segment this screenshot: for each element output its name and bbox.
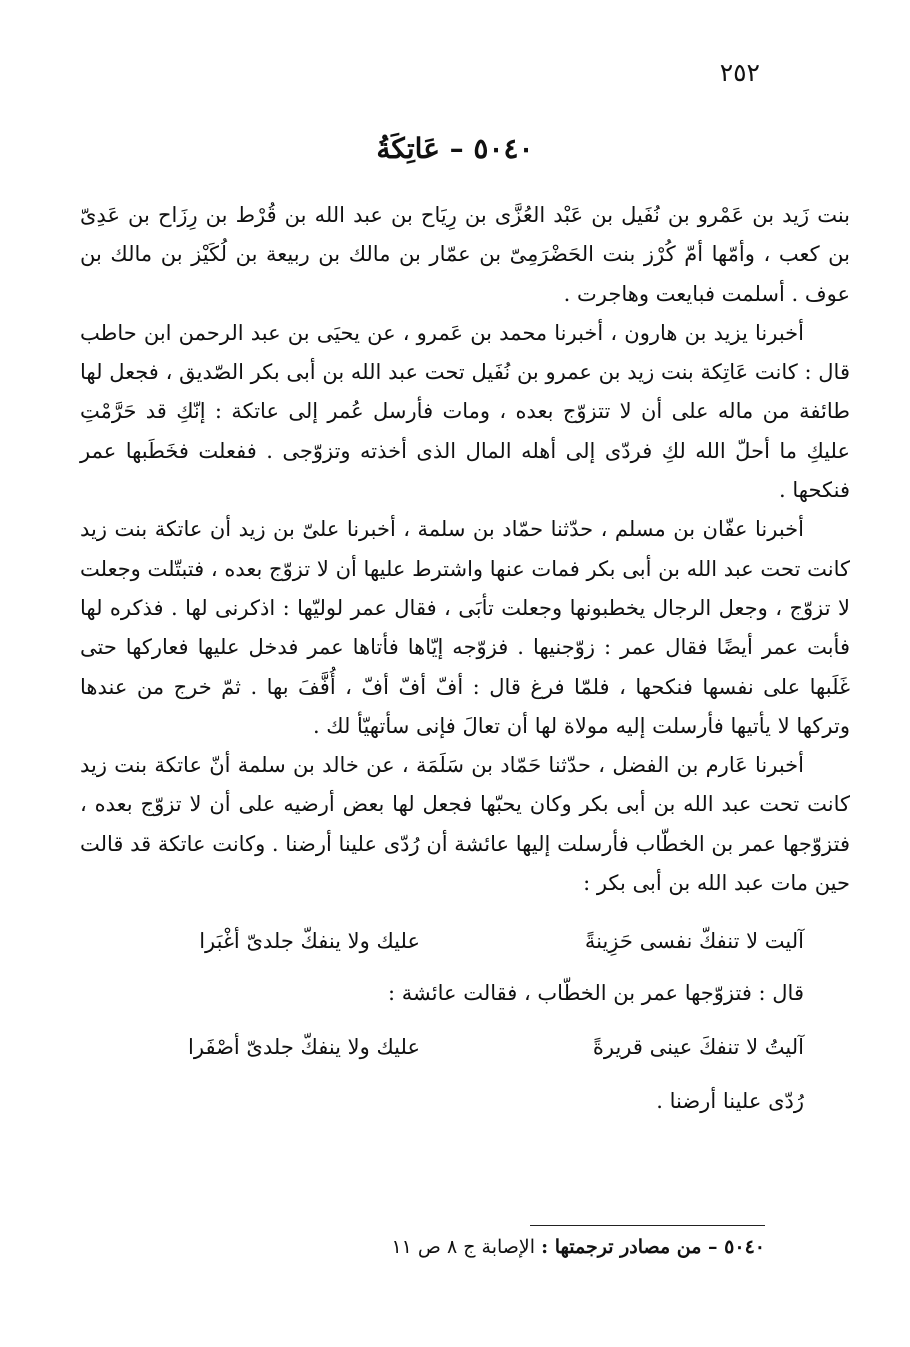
footnote-heading: ٥٠٤٠ – من مصادر ترجمتها : [541, 1236, 765, 1258]
verse-1 [80, 925, 850, 957]
entry-title: ٥٠٤٠ – عَاتِكَةُ [376, 132, 534, 165]
body-text [80, 196, 850, 1117]
narration-line: قال : فتزوّجها عمر بن الخطّاب ، فقالت عائشة : [388, 981, 804, 1006]
closing-line: رُدّى علينا أرضنا . [656, 1089, 804, 1114]
verse-2-second-hemistich: عليك ولا ينفكّ جلدىّ أصْفَرا [188, 1035, 420, 1060]
verse-1-second-hemistich: عليك ولا ينفكّ جلدىّ أغْبَرا [199, 929, 420, 954]
paragraph-narration-2: أخبرنا عفّان بن مسلم ، حدّثنا حمّاد بن سلمة ، أخبرنا علىّ بن زيد أن عاتكة بنت زيد كانت تحت عبد الله بن أبى بكر فمات عنها واشترط عليها أن لا تزوّج بعده ، فتبتّلت وجعلت لا تزوّج ، وجعل الرجال يخطبونها وجعلت تأبَى ، فقال عمر لوليّها : اذكرنى لها . فذكره لها فأبت عمر أيضًا فقال عمر : زوّجنيها . فزوّجه إيّاها فأتاها عمر فدخل عليها فعاركها حتى غَلَبها على نفسها فنكحها ، فلمّا فرغ قال : أفّ أفّ أفّ ، أُفَّفَ بها . ثمّ خرج من عندها وتركها لا يأتيها فأرسلت إليه مولاة لها أن تعالَ فإنى سأتهيّأ لك . [80, 517, 850, 738]
paragraph-narration-1: أخبرنا يزيد بن هارون ، أخبرنا محمد بن عَمرو ، عن يحيَى بن عبد الرحمن ابن حاطب قال : كانت عَاتِكة بنت زيد بن عمرو بن نُفَيل تحت عبد الله بن أبى بكر الصّديق ، فجعل لها طائفة من ماله على أن لا تتزوّج بعده ، ومات فأرسل عُمر إلى عاتكة : إنّكِ قد حَرَّمْتِ عليكِ ما أحلّ الله لكِ فردّى إلى أهله المال الذى أخذته وتزوّجى . ففعلت فخَطَبها عمر فنكحها . [80, 320, 850, 503]
footnote [145, 1236, 765, 1258]
verse-1-first-hemistich: آليت لا تنفكّ نفسى حَزِينةً [584, 929, 804, 954]
footnote-divider [530, 1225, 765, 1226]
paragraph-lineage: بنت زَيد بن عَمْرو بن نُفَيل بن عَبْد العُزَّى بن رِيَاح بن عبد الله بن قُرْط بن رِزَاح بن عَدِىّ بن كعب ، وأمّها أمّ كُرْز بنت الحَضْرَمِىّ بن عمّار بن مالك بن ربيعة بن لُكَيْز بن مالك بن عوف . أسلمت فبايعت وهاجرت . [80, 203, 850, 306]
footnote-source: الإصابة ج ٨ ص ١١ [391, 1236, 536, 1258]
verse-2-first-hemistich: آليتُ لا تنفكَ عينى قريرةً [592, 1035, 804, 1060]
page-number: ٢٥٢ [719, 58, 760, 87]
paragraph-narration-3: أخبرنا عَارم بن الفضل ، حدّثنا حَمّاد بن سَلَمَة ، عن خالد بن سلمة أنّ عاتكة بنت زيد كانت تحت عبد الله بن أبى بكر وكان يحبّها فجعل لها بعض أرضيه على أن لا تزوّج بعده ، فتزوّجها عمر بن الخطّاب فأرسلت إليها عائشة أن رُدّى علينا أرضنا . وكانت عاتكة قد قالت حين مات عبد الله بن أبى بكر : [80, 753, 850, 896]
verse-2 [80, 1031, 850, 1063]
